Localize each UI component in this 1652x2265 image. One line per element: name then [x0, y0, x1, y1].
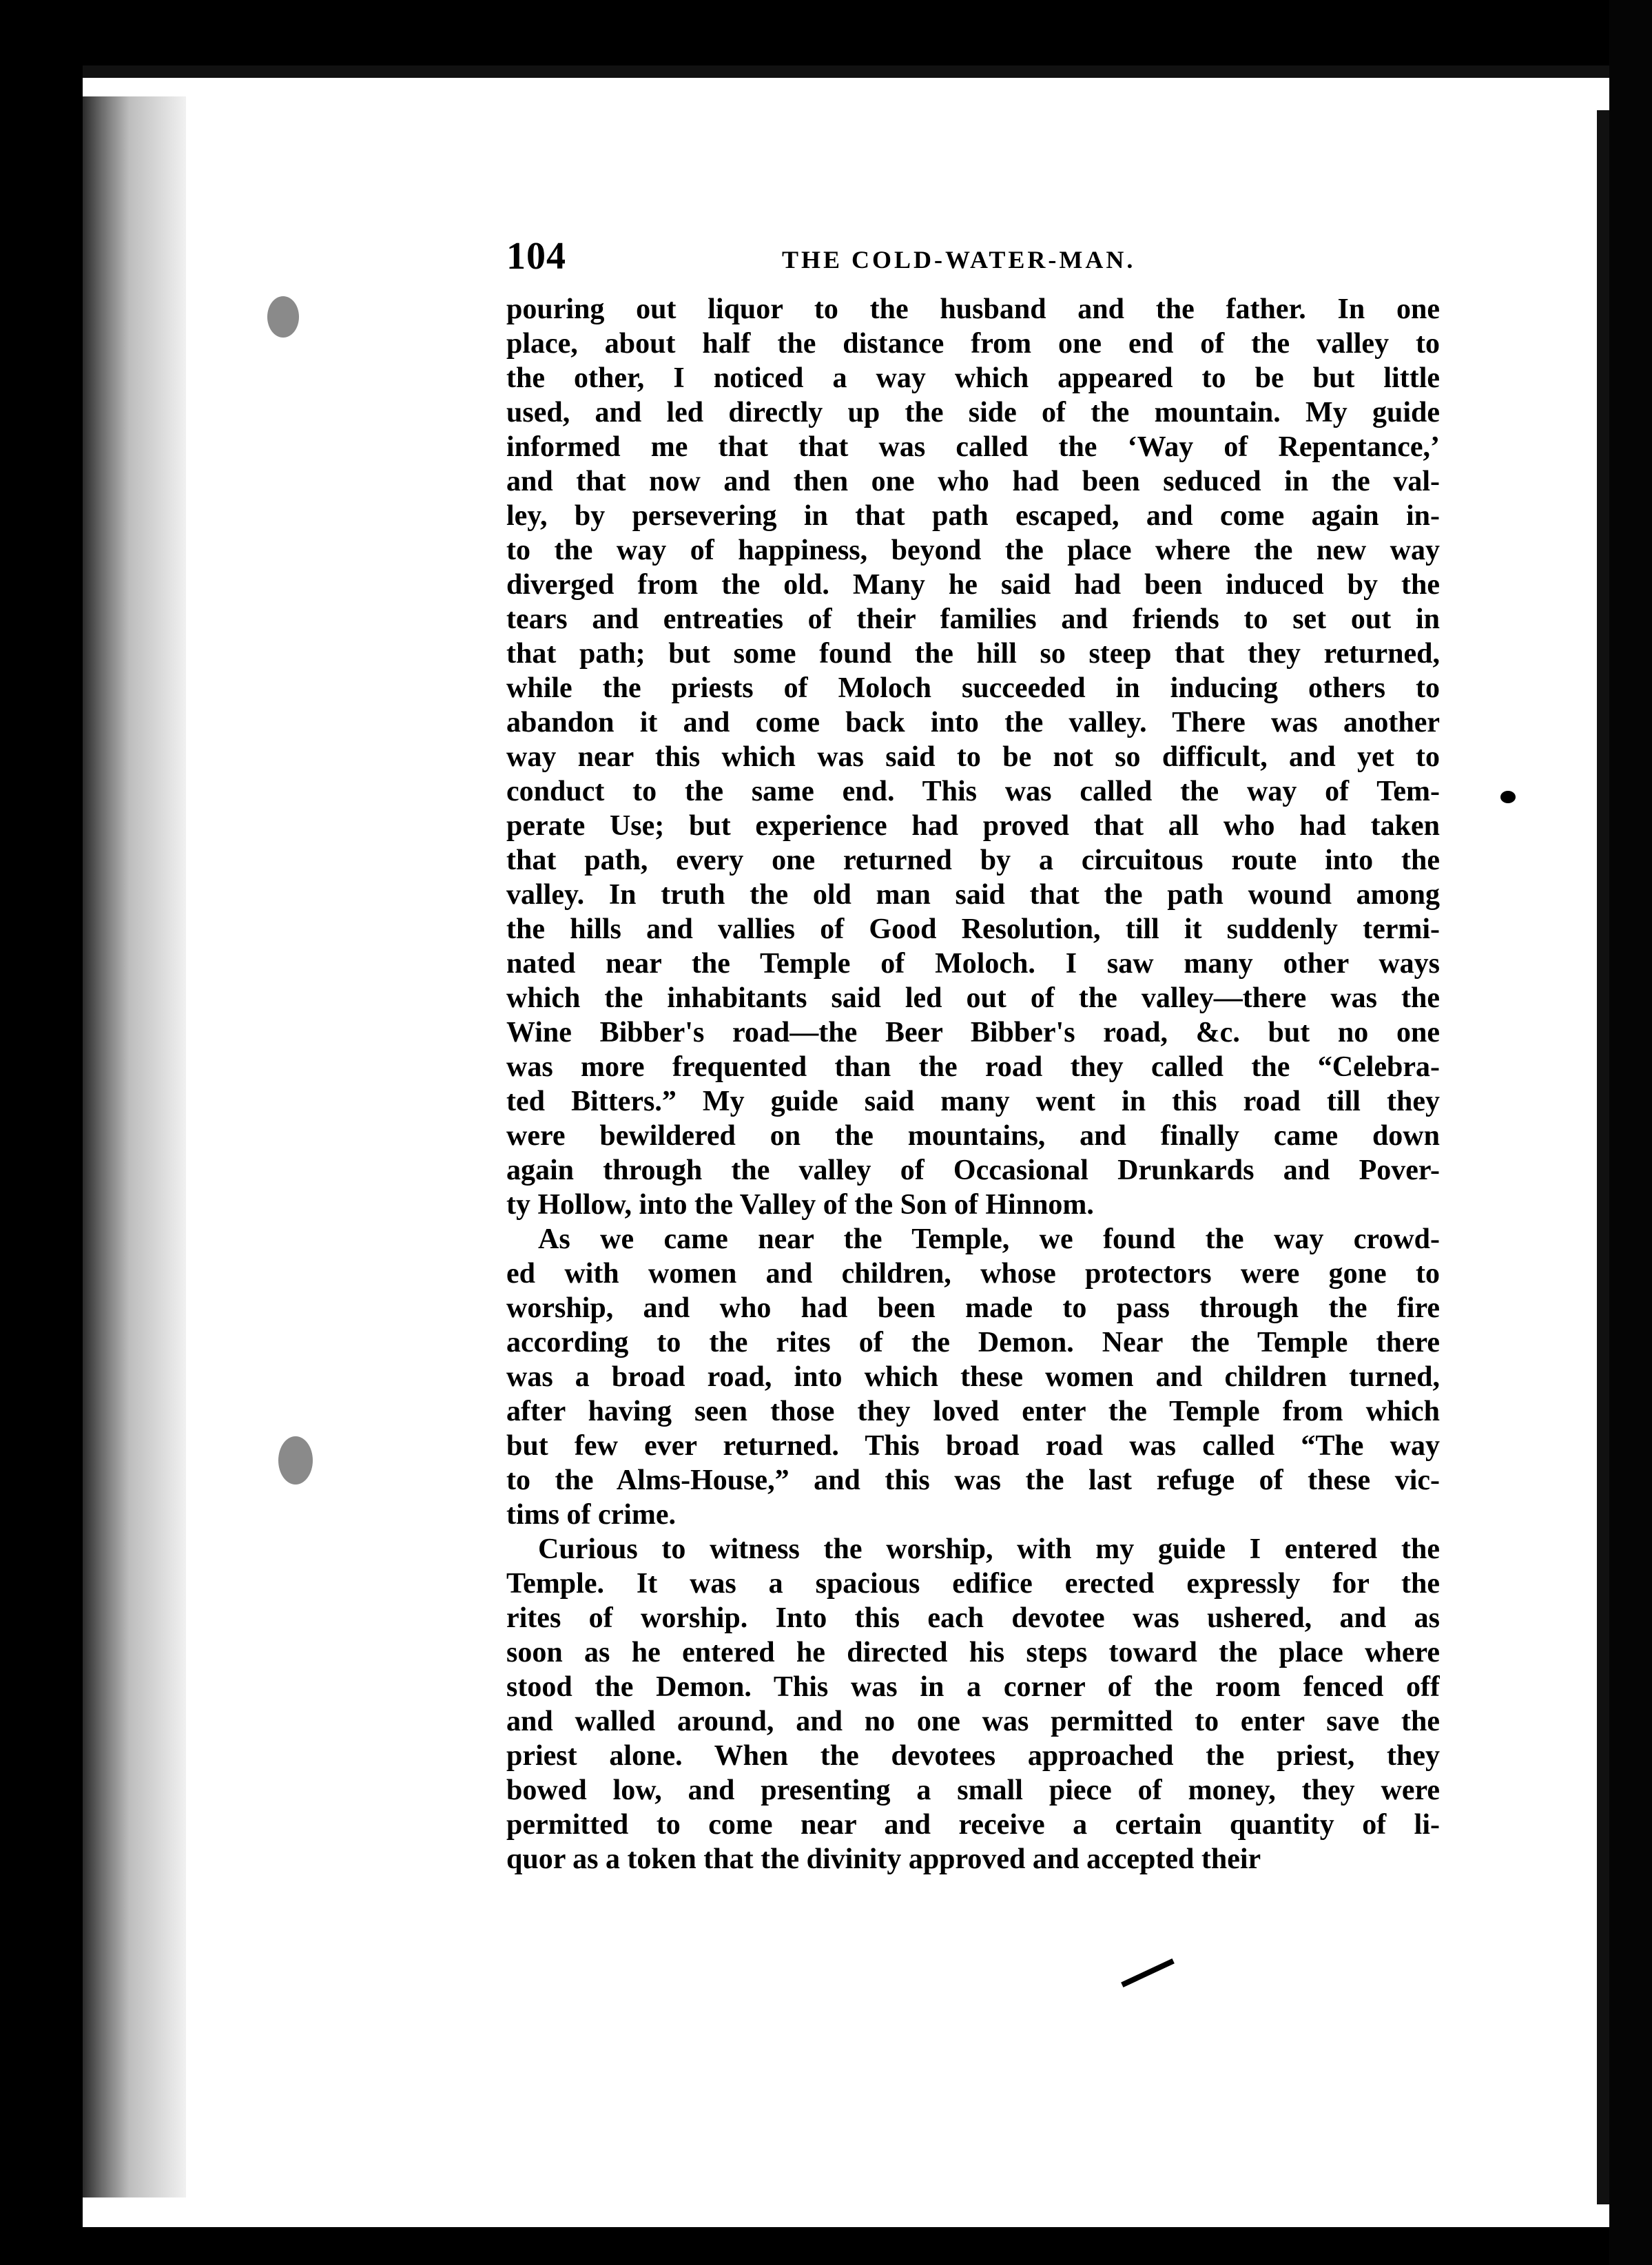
text-line: to the Alms-House,” and this was the last refuge of these vic-	[506, 1465, 1440, 1496]
text-line: was more frequented than the road they called the “Celebra-	[506, 1051, 1440, 1083]
text-line: Wine Bibber's road—the Beer Bibber's road, &c. but no one	[506, 1017, 1440, 1048]
body-text	[506, 292, 1440, 1876]
text-line: ley, by persevering in that path escaped, and come again in-	[506, 500, 1440, 532]
scan-border	[1609, 0, 1652, 2265]
text-line: while the priests of Moloch succeeded in inducing others to	[506, 672, 1440, 704]
page-number: 104	[506, 235, 566, 278]
text-line: was a broad road, into which these women and children turned,	[506, 1361, 1440, 1393]
text-line: and walled around, and no one was permitted to enter save the	[506, 1706, 1440, 1737]
text-line: to the way of happiness, beyond the place where the new way	[506, 535, 1440, 566]
text-line: according to the rites of the Demon. Near the Temple there	[506, 1327, 1440, 1358]
text-line: nated near the Temple of Moloch. I saw many other ways	[506, 948, 1440, 980]
text-line: permitted to come near and receive a certain quantity of li-	[506, 1809, 1440, 1841]
ink-speck	[267, 296, 299, 338]
text-line: soon as he entered he directed his steps toward the place where	[506, 1637, 1440, 1668]
text-line: Temple. It was a spacious edifice erected expressly for the	[506, 1568, 1440, 1600]
text-line: valley. In truth the old man said that the path wound among	[506, 879, 1440, 911]
text-line: the hills and vallies of Good Resolution, till it suddenly termi-	[506, 913, 1440, 945]
text-line: diverged from the old. Many he said had been induced by the	[506, 569, 1440, 601]
text-line: after having seen those they loved enter the Temple from which	[506, 1396, 1440, 1427]
text-line: used, and led directly up the side of the mountain. My guide	[506, 397, 1440, 428]
ink-speck	[278, 1436, 313, 1485]
text-line: were bewildered on the mountains, and finally came down	[506, 1120, 1440, 1152]
text-line: priest alone. When the devotees approached the priest, they	[506, 1740, 1440, 1772]
text-line: ted Bitters.” My guide said many went in this road till they	[506, 1086, 1440, 1117]
text-line: but few ever returned. This broad road was called “The way	[506, 1430, 1440, 1462]
text-line: that path; but some found the hill so steep that they returned,	[506, 638, 1440, 670]
text-line: bowed low, and presenting a small piece of money, they were	[506, 1775, 1440, 1806]
text-line: Curious to witness the worship, with my guide I entered the	[538, 1533, 1440, 1565]
text-line: way near this which was said to be not so difficult, and yet to	[506, 741, 1440, 773]
paragraph	[506, 292, 1440, 1222]
paragraph	[506, 1532, 1440, 1876]
text-line: As we came near the Temple, we found the way crowd-	[538, 1223, 1440, 1255]
text-line: abandon it and come back into the valley. There was another	[506, 707, 1440, 738]
text-line: informed me that that was called the ‘Way of Repentance,’	[506, 431, 1440, 463]
text-line: rites of worship. Into this each devotee was ushered, and as	[506, 1602, 1440, 1634]
paragraph	[506, 1222, 1440, 1532]
text-line: ty Hollow, into the Valley of the Son of Hinnom.	[506, 1189, 1094, 1221]
text-line: tears and entreaties of their families and friends to set out in	[506, 603, 1440, 635]
text-line: again through the valley of Occasional Drunkards and Pover-	[506, 1155, 1440, 1186]
text-line: ed with women and children, whose protectors were gone to	[506, 1258, 1440, 1290]
text-line: which the inhabitants said led out of the valley—there was the	[506, 982, 1440, 1014]
running-title: THE COLD-WATER-MAN.	[782, 246, 1136, 273]
text-line: conduct to the same end. This was called the way of Tem-	[506, 776, 1440, 807]
text-line: the other, I noticed a way which appeared to be but little	[506, 362, 1440, 394]
gutter-shadow	[83, 96, 186, 2197]
page-text	[506, 234, 1440, 1876]
text-line: that path, every one returned by a circuitous route into the	[506, 845, 1440, 876]
text-line: tims of crime.	[506, 1499, 677, 1531]
running-head	[506, 234, 1440, 288]
text-line: quor as a token that the divinity approved and accepted their	[506, 1843, 1261, 1875]
text-line: worship, and who had been made to pass through the fire	[506, 1292, 1440, 1324]
ink-dot	[1500, 791, 1516, 803]
text-line: and that now and then one who had been seduced in the val-	[506, 466, 1440, 497]
page-edge	[1597, 110, 1609, 2204]
text-line: place, about half the distance from one end of the valley to	[506, 328, 1440, 360]
text-line: stood the Demon. This was in a corner of the room fenced off	[506, 1671, 1440, 1703]
text-line: pouring out liquor to the husband and the father. In one	[506, 293, 1440, 325]
text-line: perate Use; but experience had proved that all who had taken	[506, 810, 1440, 842]
